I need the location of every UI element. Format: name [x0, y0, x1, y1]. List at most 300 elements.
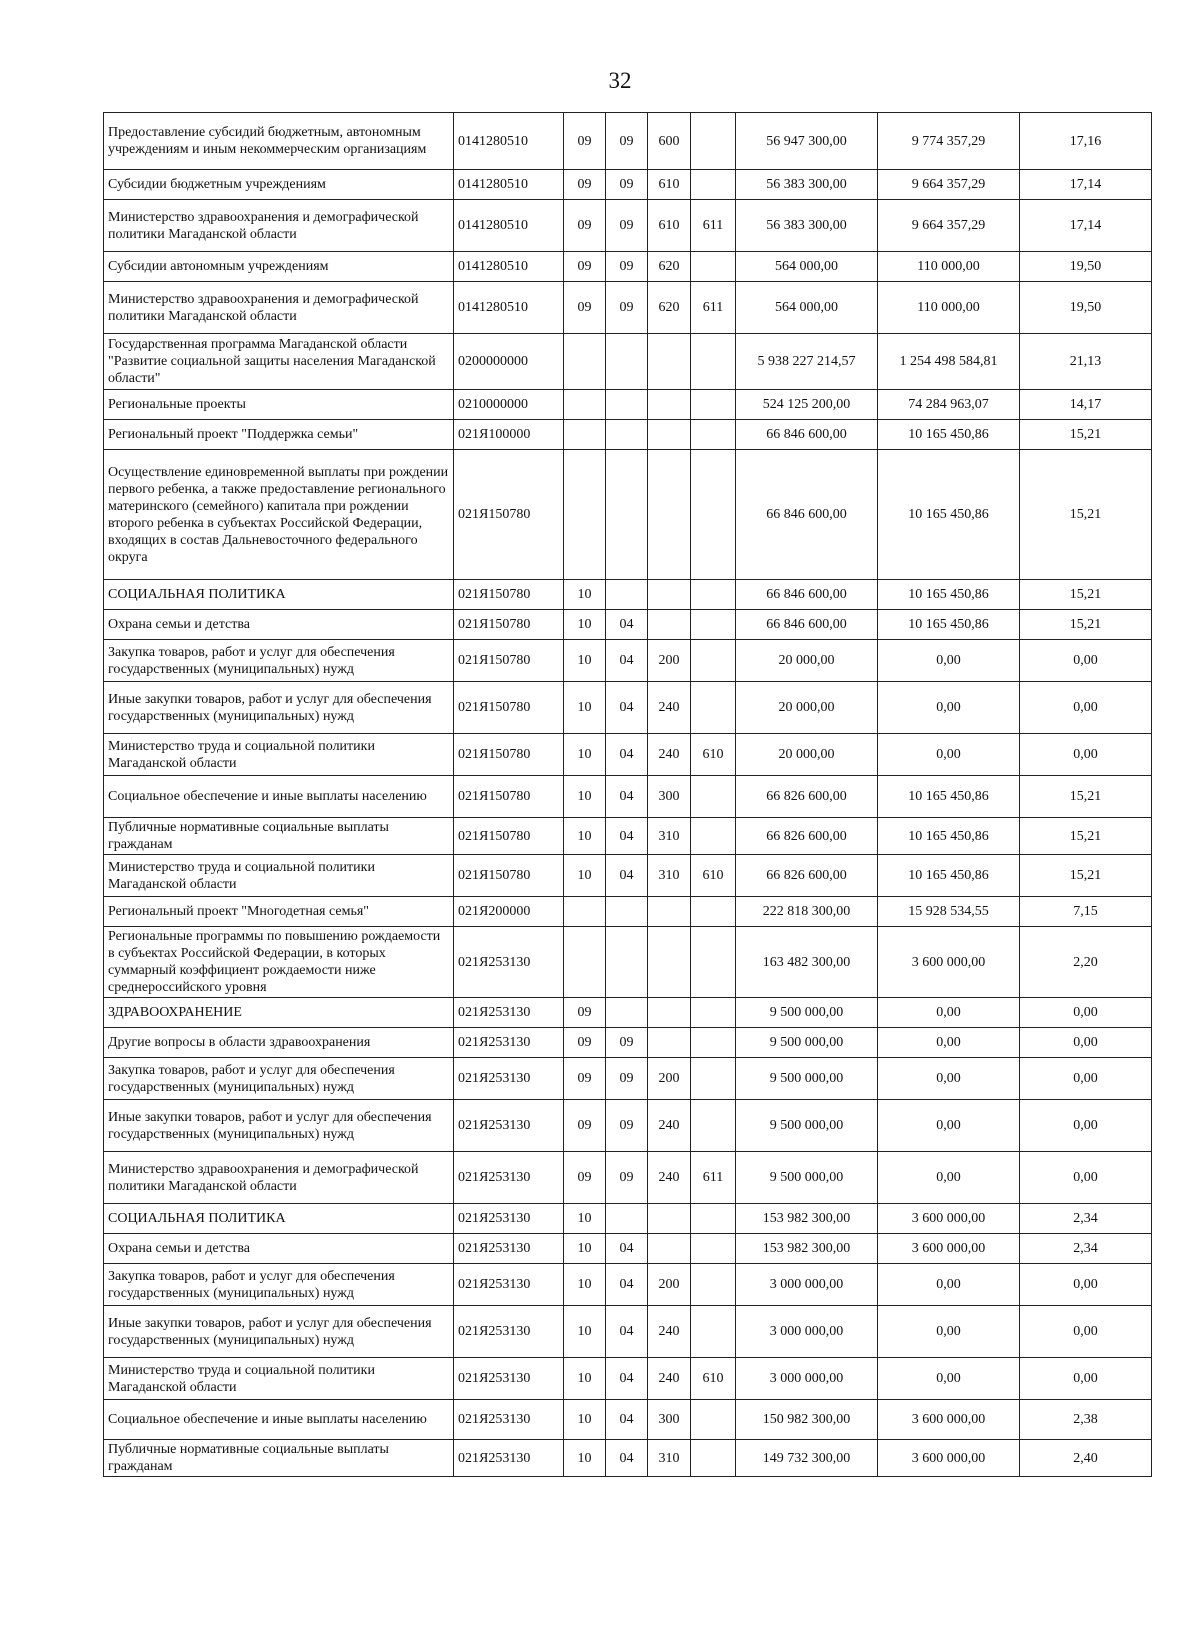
row-section	[564, 450, 606, 580]
row-plan-amount: 9 500 000,00	[736, 1152, 878, 1204]
row-section: 09	[564, 1152, 606, 1204]
row-section	[564, 334, 606, 390]
table-row	[104, 1058, 1152, 1100]
row-expense-type	[648, 1234, 691, 1264]
row-target-code: 021Я253130	[454, 1204, 564, 1234]
row-administrator	[691, 252, 736, 282]
row-section: 09	[564, 252, 606, 282]
row-execution-percent: 19,50	[1020, 282, 1152, 334]
row-expense-type: 200	[648, 1058, 691, 1100]
row-plan-amount: 20 000,00	[736, 640, 878, 682]
row-name: Иные закупки товаров, работ и услуг для обеспечения государственных (муниципальных) нужд	[104, 682, 454, 734]
table-row	[104, 1234, 1152, 1264]
row-administrator: 611	[691, 1152, 736, 1204]
row-administrator	[691, 998, 736, 1028]
row-actual-amount: 74 284 963,07	[878, 390, 1020, 420]
row-section	[564, 927, 606, 998]
table-row	[104, 818, 1152, 855]
row-name: Министерство здравоохранения и демографической политики Магаданской области	[104, 1152, 454, 1204]
row-subsection	[606, 390, 648, 420]
row-actual-amount: 0,00	[878, 1028, 1020, 1058]
row-subsection: 09	[606, 1058, 648, 1100]
row-subsection: 09	[606, 1152, 648, 1204]
row-plan-amount: 149 732 300,00	[736, 1440, 878, 1477]
row-section	[564, 897, 606, 927]
row-administrator	[691, 450, 736, 580]
row-actual-amount: 0,00	[878, 640, 1020, 682]
row-expense-type	[648, 1204, 691, 1234]
row-expense-type: 200	[648, 1264, 691, 1306]
row-target-code: 0141280510	[454, 252, 564, 282]
row-execution-percent: 2,38	[1020, 1400, 1152, 1440]
row-administrator	[691, 1058, 736, 1100]
row-name: Министерство труда и социальной политики Магаданской области	[104, 734, 454, 776]
row-actual-amount: 3 600 000,00	[878, 1400, 1020, 1440]
row-administrator	[691, 1400, 736, 1440]
row-execution-percent: 15,21	[1020, 450, 1152, 580]
row-name: Субсидии автономным учреждениям	[104, 252, 454, 282]
row-subsection: 04	[606, 1400, 648, 1440]
table-row	[104, 1306, 1152, 1358]
table-row	[104, 580, 1152, 610]
table-row	[104, 200, 1152, 252]
row-plan-amount: 153 982 300,00	[736, 1234, 878, 1264]
row-expense-type	[648, 390, 691, 420]
row-actual-amount: 0,00	[878, 998, 1020, 1028]
row-expense-type: 600	[648, 113, 691, 170]
row-plan-amount: 20 000,00	[736, 734, 878, 776]
row-plan-amount: 564 000,00	[736, 252, 878, 282]
row-execution-percent: 0,00	[1020, 1358, 1152, 1400]
row-actual-amount: 3 600 000,00	[878, 1440, 1020, 1477]
row-section: 09	[564, 1100, 606, 1152]
row-expense-type: 240	[648, 1152, 691, 1204]
row-name: Министерство труда и социальной политики Магаданской области	[104, 855, 454, 897]
row-execution-percent: 15,21	[1020, 818, 1152, 855]
table-row	[104, 252, 1152, 282]
table-row	[104, 1440, 1152, 1477]
row-name: Публичные нормативные социальные выплаты гражданам	[104, 818, 454, 855]
row-subsection: 04	[606, 682, 648, 734]
row-target-code: 0141280510	[454, 113, 564, 170]
row-expense-type: 610	[648, 170, 691, 200]
row-section: 10	[564, 734, 606, 776]
row-target-code: 021Я253130	[454, 1028, 564, 1058]
row-section	[564, 390, 606, 420]
row-name: ЗДРАВООХРАНЕНИЕ	[104, 998, 454, 1028]
row-actual-amount: 0,00	[878, 1100, 1020, 1152]
row-administrator	[691, 1204, 736, 1234]
table-row	[104, 390, 1152, 420]
row-section: 10	[564, 1440, 606, 1477]
table-row	[104, 1028, 1152, 1058]
row-actual-amount: 15 928 534,55	[878, 897, 1020, 927]
table-row	[104, 998, 1152, 1028]
row-name: СОЦИАЛЬНАЯ ПОЛИТИКА	[104, 580, 454, 610]
row-execution-percent: 15,21	[1020, 610, 1152, 640]
row-subsection: 09	[606, 282, 648, 334]
row-subsection: 04	[606, 776, 648, 818]
row-actual-amount: 110 000,00	[878, 282, 1020, 334]
row-subsection: 04	[606, 1264, 648, 1306]
row-administrator	[691, 640, 736, 682]
row-target-code: 021Я150780	[454, 682, 564, 734]
row-subsection	[606, 927, 648, 998]
row-administrator	[691, 682, 736, 734]
row-target-code: 021Я253130	[454, 1440, 564, 1477]
row-subsection: 04	[606, 640, 648, 682]
row-execution-percent: 14,17	[1020, 390, 1152, 420]
row-administrator	[691, 420, 736, 450]
row-section: 09	[564, 170, 606, 200]
row-actual-amount: 0,00	[878, 1264, 1020, 1306]
row-name: Закупка товаров, работ и услуг для обеспечения государственных (муниципальных) нужд	[104, 640, 454, 682]
row-section: 10	[564, 1264, 606, 1306]
row-administrator	[691, 818, 736, 855]
row-administrator: 610	[691, 1358, 736, 1400]
row-execution-percent: 0,00	[1020, 1058, 1152, 1100]
row-actual-amount: 0,00	[878, 1306, 1020, 1358]
row-target-code: 021Я253130	[454, 1400, 564, 1440]
row-name: Региональные проекты	[104, 390, 454, 420]
table-row	[104, 334, 1152, 390]
row-subsection	[606, 998, 648, 1028]
row-subsection	[606, 450, 648, 580]
row-actual-amount: 0,00	[878, 1358, 1020, 1400]
row-section: 09	[564, 200, 606, 252]
row-subsection: 04	[606, 855, 648, 897]
row-name: Министерство здравоохранения и демографической политики Магаданской области	[104, 282, 454, 334]
row-name: Региональный проект "Поддержка семьи"	[104, 420, 454, 450]
table-body	[104, 113, 1152, 1477]
row-expense-type: 610	[648, 200, 691, 252]
row-subsection: 09	[606, 113, 648, 170]
row-subsection: 04	[606, 818, 648, 855]
row-expense-type: 620	[648, 282, 691, 334]
row-expense-type	[648, 1028, 691, 1058]
row-execution-percent: 0,00	[1020, 682, 1152, 734]
row-execution-percent: 2,40	[1020, 1440, 1152, 1477]
row-target-code: 021Я253130	[454, 1234, 564, 1264]
row-plan-amount: 66 846 600,00	[736, 580, 878, 610]
row-plan-amount: 56 383 300,00	[736, 170, 878, 200]
row-subsection: 04	[606, 734, 648, 776]
row-execution-percent: 0,00	[1020, 1306, 1152, 1358]
row-execution-percent: 0,00	[1020, 734, 1152, 776]
table-row	[104, 282, 1152, 334]
table-row	[104, 113, 1152, 170]
row-subsection	[606, 420, 648, 450]
row-plan-amount: 56 383 300,00	[736, 200, 878, 252]
row-expense-type	[648, 998, 691, 1028]
row-name: Социальное обеспечение и иные выплаты населению	[104, 1400, 454, 1440]
row-target-code: 021Я200000	[454, 897, 564, 927]
row-execution-percent: 15,21	[1020, 776, 1152, 818]
row-administrator	[691, 580, 736, 610]
row-name: Закупка товаров, работ и услуг для обеспечения государственных (муниципальных) нужд	[104, 1058, 454, 1100]
table-row	[104, 776, 1152, 818]
row-name: Министерство труда и социальной политики Магаданской области	[104, 1358, 454, 1400]
row-actual-amount: 3 600 000,00	[878, 927, 1020, 998]
table-row	[104, 1400, 1152, 1440]
row-execution-percent: 19,50	[1020, 252, 1152, 282]
row-section: 10	[564, 1400, 606, 1440]
row-expense-type: 240	[648, 1100, 691, 1152]
row-execution-percent: 0,00	[1020, 1028, 1152, 1058]
row-actual-amount: 10 165 450,86	[878, 855, 1020, 897]
row-execution-percent: 15,21	[1020, 420, 1152, 450]
row-section: 09	[564, 998, 606, 1028]
row-plan-amount: 20 000,00	[736, 682, 878, 734]
row-administrator	[691, 610, 736, 640]
row-expense-type: 300	[648, 1400, 691, 1440]
row-target-code: 021Я253130	[454, 1152, 564, 1204]
row-plan-amount: 66 826 600,00	[736, 818, 878, 855]
row-target-code: 0210000000	[454, 390, 564, 420]
row-target-code: 021Я253130	[454, 1058, 564, 1100]
row-execution-percent: 0,00	[1020, 640, 1152, 682]
row-target-code: 0141280510	[454, 170, 564, 200]
row-section: 09	[564, 282, 606, 334]
row-subsection: 04	[606, 1234, 648, 1264]
row-subsection: 09	[606, 200, 648, 252]
row-administrator	[691, 1306, 736, 1358]
row-actual-amount: 110 000,00	[878, 252, 1020, 282]
row-actual-amount: 0,00	[878, 1058, 1020, 1100]
row-administrator: 610	[691, 734, 736, 776]
row-name: Иные закупки товаров, работ и услуг для обеспечения государственных (муниципальных) нужд	[104, 1100, 454, 1152]
table-row	[104, 1264, 1152, 1306]
row-subsection: 04	[606, 1358, 648, 1400]
row-expense-type	[648, 450, 691, 580]
row-administrator	[691, 776, 736, 818]
row-administrator	[691, 113, 736, 170]
table-row	[104, 734, 1152, 776]
row-name: Государственная программа Магаданской области "Развитие социальной защиты населения Магаданской области"	[104, 334, 454, 390]
row-target-code: 021Я150780	[454, 580, 564, 610]
row-target-code: 021Я150780	[454, 734, 564, 776]
row-name: Региональный проект "Многодетная семья"	[104, 897, 454, 927]
row-target-code: 021Я150780	[454, 450, 564, 580]
table-row	[104, 897, 1152, 927]
table-row	[104, 855, 1152, 897]
row-administrator: 610	[691, 855, 736, 897]
row-section: 10	[564, 610, 606, 640]
row-subsection	[606, 1204, 648, 1234]
row-execution-percent: 7,15	[1020, 897, 1152, 927]
row-execution-percent: 15,21	[1020, 580, 1152, 610]
row-execution-percent: 0,00	[1020, 1264, 1152, 1306]
row-subsection: 09	[606, 170, 648, 200]
row-administrator: 611	[691, 282, 736, 334]
row-expense-type	[648, 927, 691, 998]
table-row	[104, 450, 1152, 580]
row-actual-amount: 9 774 357,29	[878, 113, 1020, 170]
budget-execution-table	[103, 112, 1152, 1477]
row-subsection: 04	[606, 1440, 648, 1477]
row-administrator	[691, 1100, 736, 1152]
row-plan-amount: 9 500 000,00	[736, 1100, 878, 1152]
row-name: Закупка товаров, работ и услуг для обеспечения государственных (муниципальных) нужд	[104, 1264, 454, 1306]
row-subsection: 09	[606, 252, 648, 282]
row-administrator	[691, 927, 736, 998]
row-plan-amount: 66 826 600,00	[736, 855, 878, 897]
row-plan-amount: 163 482 300,00	[736, 927, 878, 998]
row-subsection	[606, 580, 648, 610]
row-execution-percent: 15,21	[1020, 855, 1152, 897]
row-target-code: 0141280510	[454, 200, 564, 252]
row-target-code: 021Я253130	[454, 1100, 564, 1152]
row-actual-amount: 10 165 450,86	[878, 450, 1020, 580]
page-number: 32	[608, 68, 632, 93]
row-actual-amount: 9 664 357,29	[878, 200, 1020, 252]
row-actual-amount: 10 165 450,86	[878, 610, 1020, 640]
row-plan-amount: 150 982 300,00	[736, 1400, 878, 1440]
row-section: 10	[564, 1358, 606, 1400]
row-administrator	[691, 170, 736, 200]
row-execution-percent: 17,14	[1020, 170, 1152, 200]
row-plan-amount: 9 500 000,00	[736, 998, 878, 1028]
table-row	[104, 420, 1152, 450]
row-plan-amount: 66 846 600,00	[736, 610, 878, 640]
row-expense-type	[648, 897, 691, 927]
row-name: Региональные программы по повышению рождаемости в субъектах Российской Федерации, в которых суммарный коэффициент рождаемости ниже среднероссийского уровня	[104, 927, 454, 998]
row-subsection: 09	[606, 1028, 648, 1058]
row-section	[564, 420, 606, 450]
row-name: СОЦИАЛЬНАЯ ПОЛИТИКА	[104, 1204, 454, 1234]
row-plan-amount: 3 000 000,00	[736, 1358, 878, 1400]
row-section: 09	[564, 1058, 606, 1100]
row-expense-type: 620	[648, 252, 691, 282]
row-name: Другие вопросы в области здравоохранения	[104, 1028, 454, 1058]
row-section: 10	[564, 776, 606, 818]
row-expense-type: 240	[648, 1358, 691, 1400]
row-plan-amount: 66 846 600,00	[736, 450, 878, 580]
row-section: 10	[564, 1234, 606, 1264]
row-administrator	[691, 1440, 736, 1477]
row-expense-type	[648, 580, 691, 610]
row-expense-type: 200	[648, 640, 691, 682]
row-name: Иные закупки товаров, работ и услуг для обеспечения государственных (муниципальных) нужд	[104, 1306, 454, 1358]
row-name: Социальное обеспечение и иные выплаты населению	[104, 776, 454, 818]
row-name: Публичные нормативные социальные выплаты гражданам	[104, 1440, 454, 1477]
row-administrator	[691, 390, 736, 420]
row-name: Охрана семьи и детства	[104, 610, 454, 640]
row-name: Субсидии бюджетным учреждениям	[104, 170, 454, 200]
table-row	[104, 1100, 1152, 1152]
row-execution-percent: 2,20	[1020, 927, 1152, 998]
table-row	[104, 1358, 1152, 1400]
row-section: 09	[564, 113, 606, 170]
row-expense-type: 240	[648, 682, 691, 734]
row-actual-amount: 0,00	[878, 682, 1020, 734]
row-subsection	[606, 897, 648, 927]
row-actual-amount: 3 600 000,00	[878, 1204, 1020, 1234]
row-target-code: 021Я253130	[454, 927, 564, 998]
row-plan-amount: 56 947 300,00	[736, 113, 878, 170]
row-actual-amount: 0,00	[878, 734, 1020, 776]
table-row	[104, 682, 1152, 734]
row-actual-amount: 0,00	[878, 1152, 1020, 1204]
row-section: 10	[564, 640, 606, 682]
row-plan-amount: 3 000 000,00	[736, 1264, 878, 1306]
row-actual-amount: 3 600 000,00	[878, 1234, 1020, 1264]
row-target-code: 021Я253130	[454, 1358, 564, 1400]
row-expense-type: 240	[648, 1306, 691, 1358]
row-execution-percent: 21,13	[1020, 334, 1152, 390]
row-expense-type: 310	[648, 818, 691, 855]
row-actual-amount: 9 664 357,29	[878, 170, 1020, 200]
row-name: Охрана семьи и детства	[104, 1234, 454, 1264]
row-administrator	[691, 1264, 736, 1306]
row-expense-type: 300	[648, 776, 691, 818]
row-execution-percent: 2,34	[1020, 1204, 1152, 1234]
row-target-code: 021Я150780	[454, 776, 564, 818]
row-subsection: 04	[606, 610, 648, 640]
row-actual-amount: 10 165 450,86	[878, 776, 1020, 818]
row-name: Предоставление субсидий бюджетным, автономным учреждениям и иным некоммерческим организациям	[104, 113, 454, 170]
row-target-code: 0200000000	[454, 334, 564, 390]
row-section: 10	[564, 855, 606, 897]
row-plan-amount: 222 818 300,00	[736, 897, 878, 927]
row-expense-type: 240	[648, 734, 691, 776]
row-administrator	[691, 334, 736, 390]
table-row	[104, 927, 1152, 998]
row-plan-amount: 3 000 000,00	[736, 1306, 878, 1358]
row-plan-amount: 66 826 600,00	[736, 776, 878, 818]
row-expense-type	[648, 610, 691, 640]
row-section: 09	[564, 1028, 606, 1058]
row-execution-percent: 0,00	[1020, 1100, 1152, 1152]
row-subsection: 04	[606, 1306, 648, 1358]
row-plan-amount: 5 938 227 214,57	[736, 334, 878, 390]
row-expense-type: 310	[648, 855, 691, 897]
row-plan-amount: 9 500 000,00	[736, 1058, 878, 1100]
row-plan-amount: 524 125 200,00	[736, 390, 878, 420]
row-actual-amount: 10 165 450,86	[878, 818, 1020, 855]
row-expense-type: 310	[648, 1440, 691, 1477]
row-expense-type	[648, 420, 691, 450]
row-name: Осуществление единовременной выплаты при рождении первого ребенка, а также предоставление регионального материнского (семейного) капитала при рождении второго ребенка в субъектах Российской Федерации, входящих в состав Дальневосточного федерального округа	[104, 450, 454, 580]
row-target-code: 021Я100000	[454, 420, 564, 450]
table-row	[104, 640, 1152, 682]
row-subsection: 09	[606, 1100, 648, 1152]
row-administrator	[691, 1234, 736, 1264]
row-section: 10	[564, 818, 606, 855]
table-row	[104, 610, 1152, 640]
row-section: 10	[564, 1204, 606, 1234]
row-name: Министерство здравоохранения и демографической политики Магаданской области	[104, 200, 454, 252]
row-administrator	[691, 1028, 736, 1058]
row-execution-percent: 0,00	[1020, 998, 1152, 1028]
row-actual-amount: 10 165 450,86	[878, 580, 1020, 610]
row-target-code: 021Я150780	[454, 855, 564, 897]
row-actual-amount: 1 254 498 584,81	[878, 334, 1020, 390]
row-section: 10	[564, 682, 606, 734]
row-target-code: 021Я253130	[454, 998, 564, 1028]
row-target-code: 021Я150780	[454, 818, 564, 855]
row-plan-amount: 564 000,00	[736, 282, 878, 334]
table-row	[104, 1204, 1152, 1234]
row-administrator: 611	[691, 200, 736, 252]
row-target-code: 021Я150780	[454, 640, 564, 682]
row-target-code: 021Я253130	[454, 1264, 564, 1306]
table-row	[104, 1152, 1152, 1204]
row-target-code: 021Я253130	[454, 1306, 564, 1358]
row-actual-amount: 10 165 450,86	[878, 420, 1020, 450]
row-target-code: 0141280510	[454, 282, 564, 334]
row-plan-amount: 153 982 300,00	[736, 1204, 878, 1234]
